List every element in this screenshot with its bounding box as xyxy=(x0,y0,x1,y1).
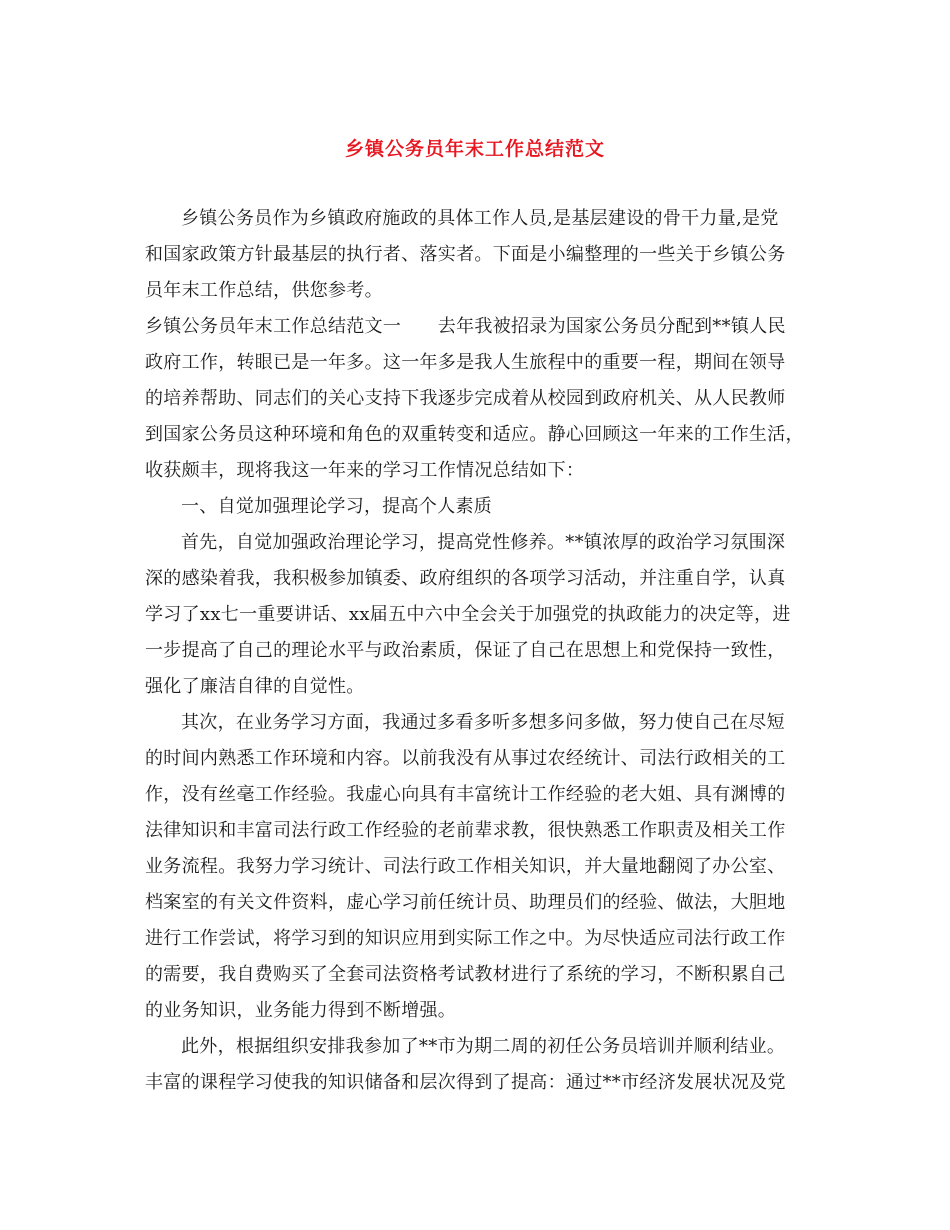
body-line: 强化了廉洁自律的自觉性。 xyxy=(145,676,365,697)
body-line: 此外，根据组织安排我参加了**市为期二周的初任公务员培训并顺利结业。 xyxy=(181,1036,786,1057)
body-line: 档案室的有关文件资料，虚心学习前任统计员、助理员们的经验、做法，大胆地 xyxy=(145,892,786,913)
body-line: 的培养帮助、同志们的关心支持下我逐步完成着从校园到政府机关、从人民教师 xyxy=(145,388,786,409)
body-line: 员年末工作总结，供您参考。 xyxy=(145,280,383,301)
section-heading: 一、自觉加强理论学习，提高个人素质 xyxy=(181,496,493,517)
body-line: 其次，在业务学习方面，我通过多看多听多想多问多做，努力使自己在尽短 xyxy=(181,712,785,733)
body-line: 乡镇公务员年末工作总结范文一 去年我被招录为国家公务员分配到**镇人民 xyxy=(145,316,786,337)
document-title: 乡镇公务员年末工作总结范文 xyxy=(344,138,605,160)
body-line: 丰富的课程学习使我的知识储备和层次得到了提高：通过**市经济发展状况及党 xyxy=(145,1072,786,1093)
body-line: 业务流程。我努力学习统计、司法行政工作相关知识，并大量地翻阅了办公室、 xyxy=(145,856,786,877)
body-line: 的需要，我自费购买了全套司法资格考试教材进行了系统的学习，不断积累自己 xyxy=(145,964,786,985)
body-line: 的业务知识，业务能力得到不断增强。 xyxy=(145,1000,457,1021)
body-line: 进行工作尝试，将学习到的知识应用到实际工作之中。为尽快适应司法行政工作 xyxy=(145,928,786,949)
body-line: 政府工作，转眼已是一年多。这一年多是我人生旅程中的重要一程，期间在领导 xyxy=(145,352,786,373)
body-line: 学习了xx七一重要讲话、xx届五中六中全会关于加强党的执政能力的决定等，进 xyxy=(145,604,791,625)
body-line: 的时间内熟悉工作环境和内容。以前我没有从事过农经统计、司法行政相关的工 xyxy=(145,748,786,769)
body-line: 法律知识和丰富司法行政工作经验的老前辈求教，很快熟悉工作职责及相关工作 xyxy=(145,820,786,841)
body-line: 一步提高了自己的理论水平与政治素质，保证了自己在思想上和党保持一致性， xyxy=(145,640,786,661)
body-line: 和国家政策方针最基层的执行者、落实者。下面是小编整理的一些关于乡镇公务 xyxy=(145,244,786,265)
body-line: 深的感染着我，我积极参加镇委、政府组织的各项学习活动，并注重自学，认真 xyxy=(145,568,786,589)
body-line: 作，没有丝毫工作经验。我虚心向具有丰富统计工作经验的老大姐、具有渊博的 xyxy=(145,784,786,805)
body-line: 收获颇丰，现将我这一年来的学习工作情况总结如下： xyxy=(145,460,585,481)
body-line: 首先，自觉加强政治理论学习，提高党性修养。**镇浓厚的政治学习氛围深 xyxy=(181,532,786,553)
body-line: 乡镇公务员作为乡镇政府施政的具体工作人员,是基层建设的骨干力量,是党 xyxy=(181,208,779,229)
body-line: 到国家公务员这种环境和角色的双重转变和适应。静心回顾这一年来的工作生活， xyxy=(145,424,804,445)
